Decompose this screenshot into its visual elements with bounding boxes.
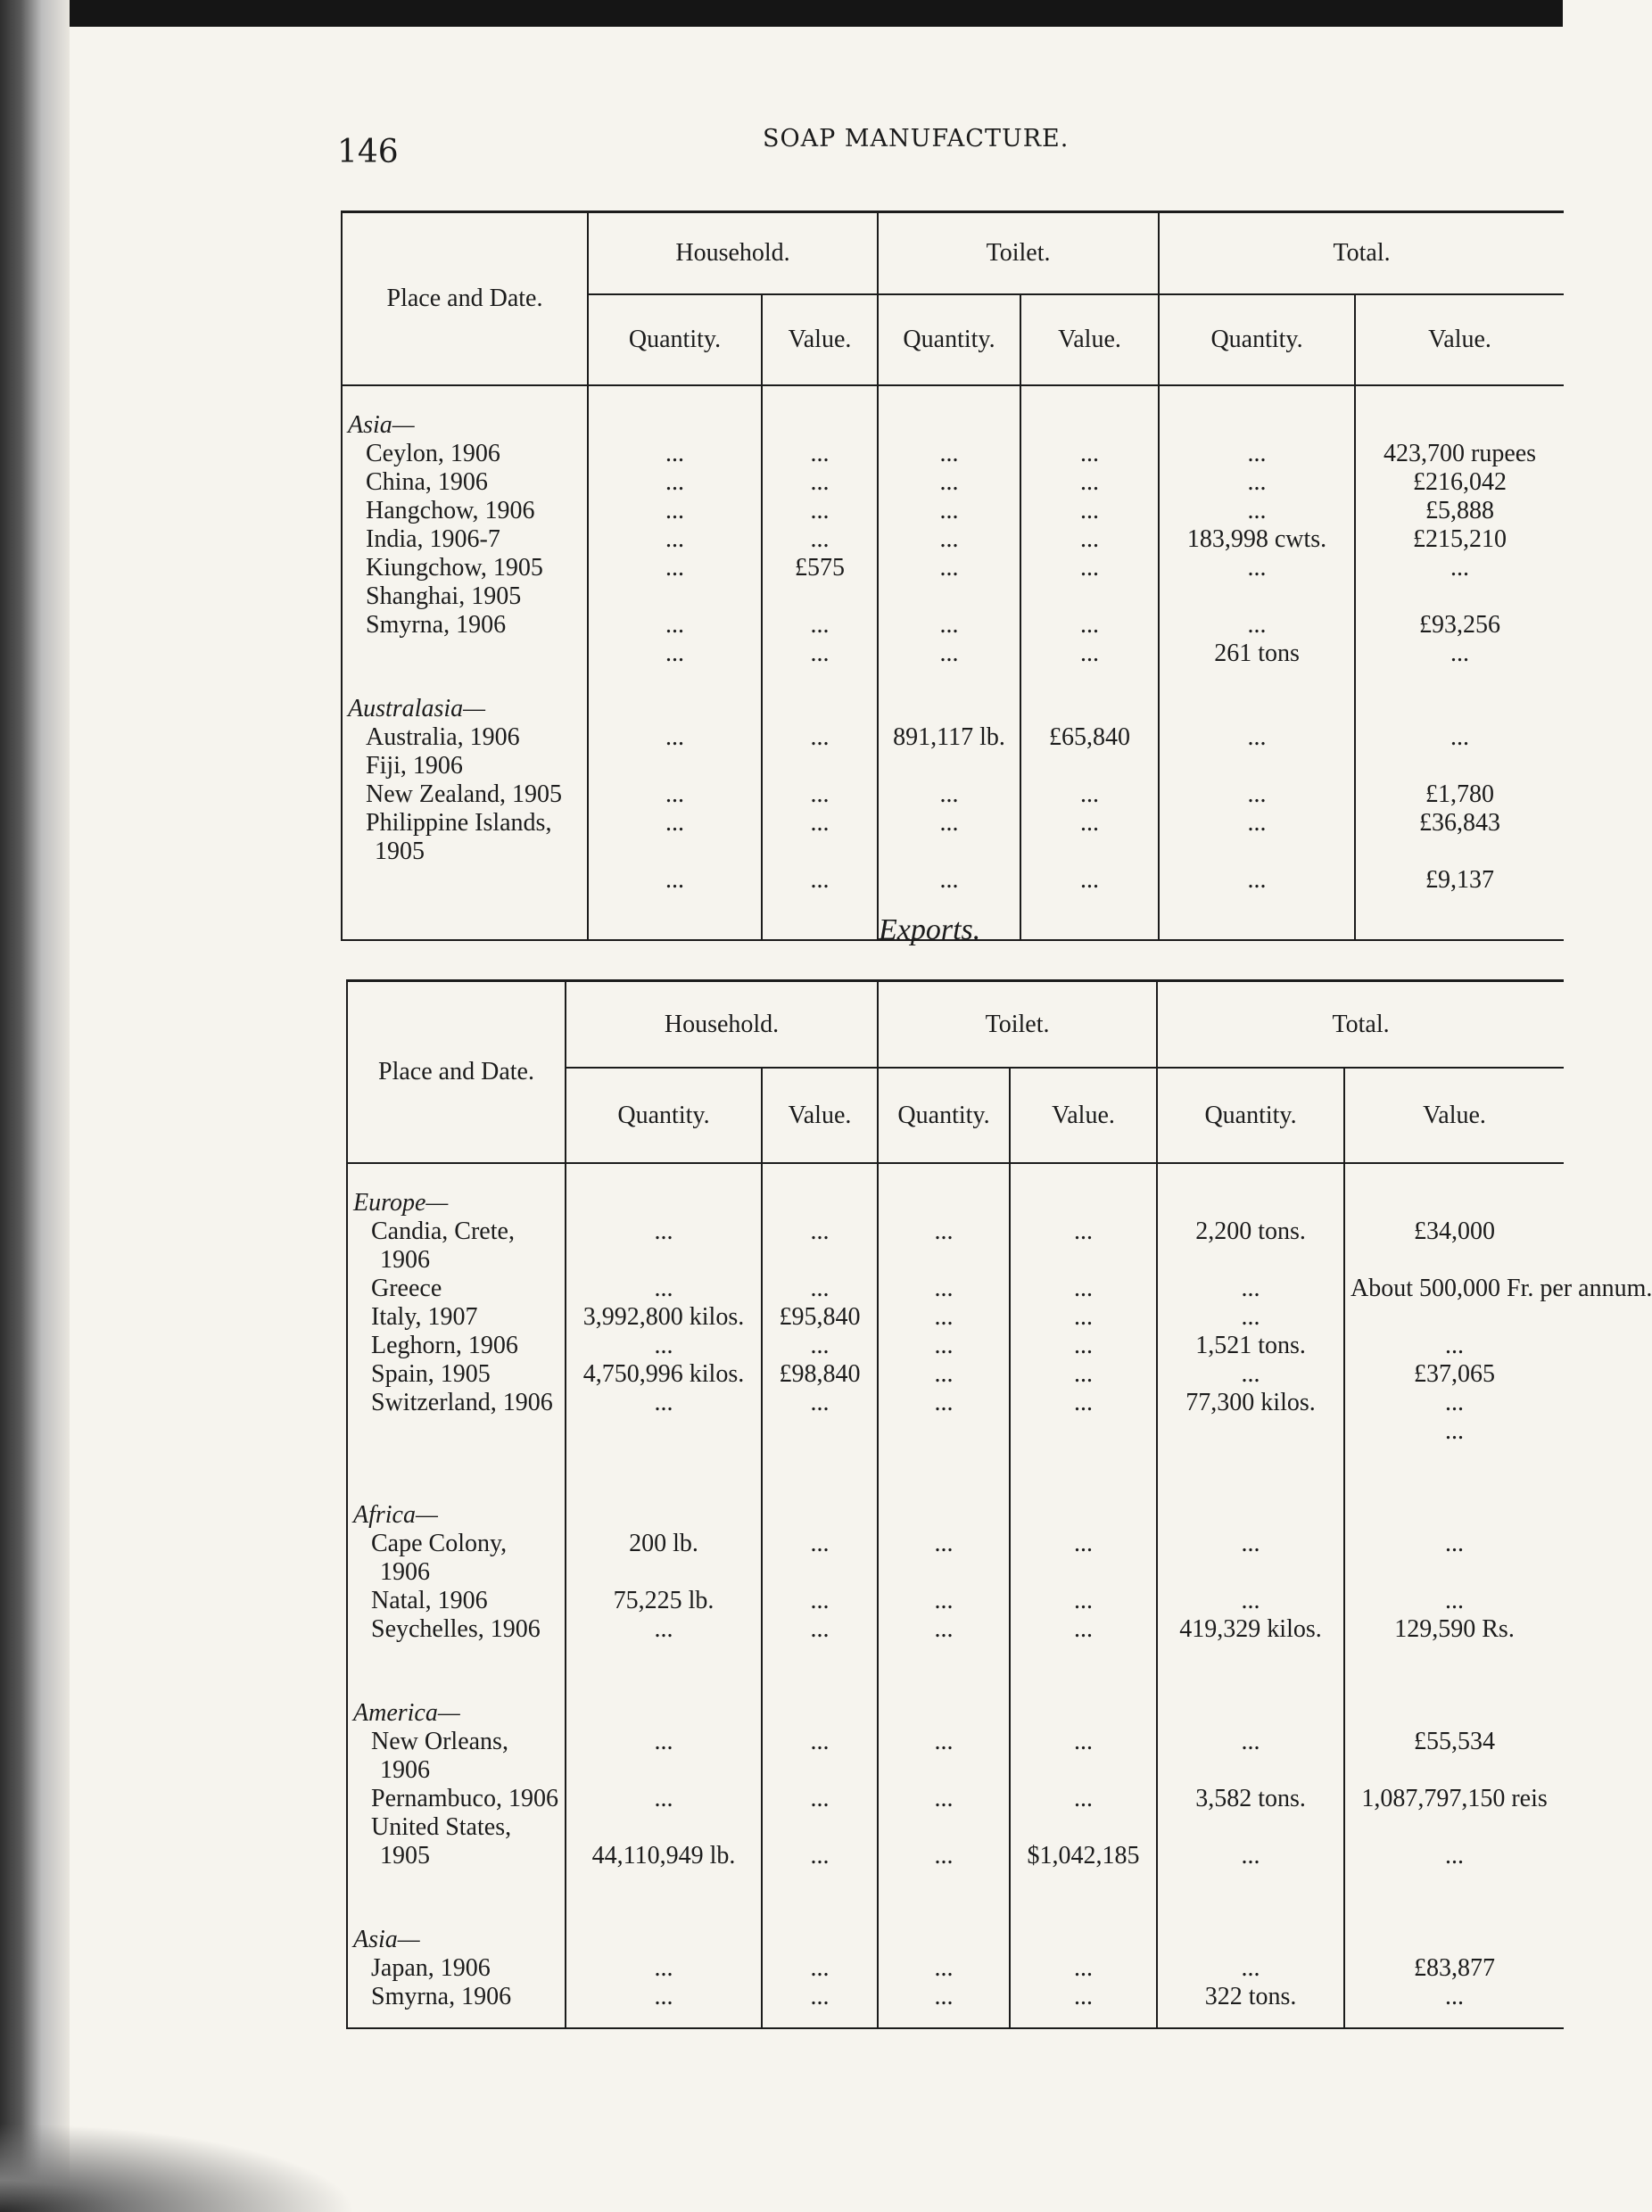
- total-quantity-cell: [1157, 1163, 1344, 1474]
- household-value-cell: [762, 1926, 878, 2028]
- region-label: Australasia—: [348, 695, 486, 722]
- toilet-quantity-cell: [878, 1501, 1010, 1672]
- place-cell: [342, 695, 588, 940]
- toilet-quantity: ...: [934, 1217, 954, 1245]
- total-value: ...: [1450, 723, 1470, 751]
- household-quantity: ...: [665, 611, 684, 639]
- total-value: 423,700 rupees: [1384, 440, 1537, 467]
- total-quantity: 3,582 tons.: [1195, 1785, 1306, 1812]
- total-quantity: 77,300 kilos.: [1185, 1389, 1316, 1416]
- total-value: ...: [1445, 1417, 1465, 1445]
- toilet-quantity: ...: [934, 1954, 954, 1982]
- header-total: Total.: [1159, 212, 1564, 295]
- group-gap: [347, 1672, 1564, 1699]
- toilet-value: £65,840: [1049, 723, 1131, 751]
- toilet-value: ...: [1074, 1275, 1094, 1302]
- page-number: 146: [337, 134, 399, 170]
- household-value: ...: [810, 497, 830, 524]
- toilet-value: ...: [1080, 866, 1100, 894]
- place-cell: [347, 1926, 566, 2028]
- toilet-value: ...: [1080, 640, 1100, 667]
- toilet-quantity: ...: [939, 611, 959, 639]
- place-date: Japan, 1906: [371, 1954, 491, 1982]
- household-quantity: ...: [665, 468, 684, 496]
- region-label: Europe—: [353, 1189, 449, 1217]
- total-value-cell: [1344, 1501, 1564, 1672]
- total-value-cell: [1344, 1699, 1564, 1899]
- place-date: Smyrna, 1906: [371, 1983, 512, 2010]
- place-date: Italy, 1907: [371, 1303, 478, 1331]
- header-total-value: Value.: [1344, 1068, 1564, 1163]
- toilet-value-cell: [1010, 1163, 1157, 1474]
- toilet-value: ...: [1074, 1389, 1094, 1416]
- region-block: [347, 1163, 1564, 1474]
- household-value: ...: [810, 723, 830, 751]
- toilet-value: ...: [1080, 611, 1100, 639]
- household-quantity: 200 lb.: [629, 1530, 698, 1557]
- header-household: Household.: [588, 212, 878, 295]
- header-toilet: Toilet.: [878, 212, 1159, 295]
- total-quantity: ...: [1247, 866, 1267, 894]
- region-block: [347, 1699, 1564, 1899]
- place-date: Greece: [371, 1275, 442, 1302]
- household-value: ...: [810, 1983, 830, 2010]
- toilet-quantity-cell: [878, 1926, 1010, 2028]
- toilet-quantity: ...: [939, 468, 959, 496]
- total-value: £5,888: [1425, 497, 1495, 524]
- toilet-value: ...: [1074, 1615, 1094, 1643]
- toilet-quantity: ...: [934, 1360, 954, 1388]
- household-quantity-cell: [566, 1926, 762, 2028]
- total-quantity: 322 tons.: [1204, 1983, 1297, 2010]
- household-value: £575: [795, 554, 845, 582]
- total-value: ...: [1445, 1983, 1465, 2010]
- place-cell: [342, 385, 588, 668]
- toilet-quantity: ...: [934, 1728, 954, 1755]
- place-date: Leghorn, 1906: [371, 1332, 518, 1359]
- total-value: ...: [1445, 1587, 1465, 1614]
- place-date: Spain, 1905: [371, 1360, 491, 1388]
- household-quantity: 44,110,949 lb.: [591, 1842, 736, 1869]
- household-quantity: ...: [665, 723, 684, 751]
- total-value-cell: [1344, 1163, 1652, 1474]
- place-date: Philippine Islands, 1905: [366, 809, 552, 865]
- toilet-value: $1,042,185: [1027, 1842, 1140, 1869]
- header-toilet-quantity: Quantity.: [878, 294, 1020, 385]
- place-date: China, 1906: [366, 468, 488, 496]
- header-toilet-quantity: Quantity.: [878, 1068, 1010, 1163]
- place-date: Kiungchow, 1905: [366, 554, 543, 582]
- total-value-cell: [1355, 695, 1564, 940]
- toilet-quantity-cell: [878, 695, 1020, 940]
- group-gap: [342, 668, 1564, 695]
- household-value: ...: [810, 1217, 830, 1245]
- total-value: £55,534: [1414, 1728, 1496, 1755]
- place-date: Pernambuco, 1906: [371, 1785, 558, 1812]
- toilet-quantity: ...: [934, 1615, 954, 1643]
- header-total-value: Value.: [1355, 294, 1564, 385]
- household-quantity-cell: [566, 1501, 762, 1672]
- total-quantity: ...: [1241, 1530, 1260, 1557]
- exports-heading: Exports.: [879, 913, 981, 946]
- household-value: ...: [810, 809, 830, 837]
- scan-corner-shadow: [0, 2123, 357, 2212]
- household-value: ...: [810, 780, 830, 808]
- household-quantity: ...: [665, 497, 684, 524]
- place-date: Ceylon, 1906: [366, 440, 500, 467]
- household-value: ...: [810, 611, 830, 639]
- toilet-value: ...: [1080, 497, 1100, 524]
- total-quantity-cell: [1159, 695, 1355, 940]
- total-value: £37,065: [1414, 1360, 1496, 1388]
- total-quantity: 419,329 kilos.: [1179, 1615, 1322, 1643]
- region-label: Africa—: [353, 1501, 438, 1529]
- toilet-quantity: ...: [939, 525, 959, 553]
- header-toilet-value: Value.: [1010, 1068, 1157, 1163]
- imports-body: [342, 385, 1564, 940]
- toilet-value: ...: [1074, 1360, 1094, 1388]
- toilet-quantity: ...: [934, 1275, 954, 1302]
- toilet-value: ...: [1074, 1954, 1094, 1982]
- toilet-quantity: ...: [934, 1983, 954, 2010]
- total-value-cell: [1344, 1926, 1564, 2028]
- toilet-quantity-cell: [878, 1699, 1010, 1899]
- place-date: India, 1906-7: [366, 525, 500, 553]
- household-value: ...: [810, 1842, 830, 1869]
- total-value: £93,256: [1419, 611, 1501, 639]
- household-quantity: ...: [654, 1785, 673, 1812]
- toilet-quantity: ...: [939, 866, 959, 894]
- household-value: ...: [810, 1389, 830, 1416]
- toilet-value-cell: [1010, 1926, 1157, 2028]
- household-value: ...: [810, 440, 830, 467]
- toilet-value-cell: [1020, 385, 1159, 668]
- place-date: Cape Colony, 1906: [371, 1530, 508, 1586]
- household-value: £95,840: [779, 1303, 861, 1331]
- toilet-value: ...: [1074, 1303, 1094, 1331]
- place-date: United States, 1905: [371, 1813, 512, 1869]
- household-quantity: ...: [665, 554, 684, 582]
- header-household: Household.: [566, 981, 878, 1069]
- toilet-quantity: ...: [939, 497, 959, 524]
- header-household-quantity: Quantity.: [566, 1068, 762, 1163]
- place-cell: [347, 1501, 566, 1672]
- total-value: ...: [1445, 1842, 1465, 1869]
- household-value: ...: [810, 468, 830, 496]
- exports-body: [347, 1163, 1652, 2028]
- total-value: 129,590 Rs.: [1394, 1615, 1515, 1643]
- household-quantity-cell: [588, 385, 762, 668]
- total-value: £36,843: [1419, 809, 1501, 837]
- toilet-quantity-cell: [878, 385, 1020, 668]
- toilet-quantity-cell: [878, 1163, 1010, 1474]
- household-quantity: ...: [665, 780, 684, 808]
- household-value: £98,840: [779, 1360, 861, 1388]
- header-toilet: Toilet.: [878, 981, 1157, 1069]
- total-quantity: ...: [1247, 440, 1267, 467]
- total-value: ...: [1450, 554, 1470, 582]
- household-quantity: ...: [665, 640, 684, 667]
- total-value: ...: [1450, 640, 1470, 667]
- group-gap: [347, 1474, 1564, 1501]
- household-value: ...: [810, 1332, 830, 1359]
- household-quantity-cell: [566, 1163, 762, 1474]
- header-household-value: Value.: [762, 1068, 878, 1163]
- total-value: £215,210: [1413, 525, 1507, 553]
- toilet-value: ...: [1074, 1728, 1094, 1755]
- household-value: ...: [810, 1587, 830, 1614]
- total-value: £34,000: [1414, 1217, 1496, 1245]
- scan-top-edge: [0, 0, 1563, 27]
- place-date: New Orleans, 1906: [371, 1728, 508, 1784]
- household-quantity: ...: [654, 1332, 673, 1359]
- toilet-value: ...: [1074, 1785, 1094, 1812]
- household-quantity: 75,225 lb.: [613, 1587, 714, 1614]
- toilet-value: ...: [1080, 809, 1100, 837]
- total-quantity: ...: [1241, 1275, 1260, 1302]
- total-value: 1,087,797,150 reis: [1361, 1785, 1548, 1812]
- toilet-value: ...: [1074, 1530, 1094, 1557]
- toilet-quantity: ...: [939, 809, 959, 837]
- running-head: SOAP MANUFACTURE.: [763, 125, 1070, 153]
- toilet-value: ...: [1074, 1983, 1094, 2010]
- household-value-cell: [762, 1699, 878, 1899]
- toilet-value: ...: [1074, 1217, 1094, 1245]
- imports-table: [341, 210, 1564, 941]
- place-date: Fiji, 1906: [366, 752, 463, 780]
- region-block: [347, 1926, 1564, 2028]
- household-quantity: ...: [654, 1275, 673, 1302]
- toilet-quantity: ...: [939, 640, 959, 667]
- total-value: ...: [1445, 1332, 1465, 1359]
- household-quantity: ...: [665, 866, 684, 894]
- total-quantity: 1,521 tons.: [1195, 1332, 1306, 1359]
- group-gap: [347, 1899, 1564, 1926]
- header-total-quantity: Quantity.: [1157, 1068, 1344, 1163]
- header-household-value: Value.: [762, 294, 878, 385]
- household-value: ...: [810, 1785, 830, 1812]
- household-quantity: ...: [654, 1983, 673, 2010]
- total-quantity-cell: [1157, 1501, 1344, 1672]
- toilet-quantity: ...: [934, 1842, 954, 1869]
- household-value: ...: [810, 1615, 830, 1643]
- place-date: Australia, 1906: [366, 723, 520, 751]
- total-quantity: 2,200 tons.: [1195, 1217, 1306, 1245]
- toilet-quantity: ...: [939, 780, 959, 808]
- place-date: Natal, 1906: [371, 1587, 488, 1614]
- region-block: [342, 385, 1564, 668]
- household-value-cell: [762, 1501, 878, 1672]
- total-quantity: ...: [1241, 1587, 1260, 1614]
- place-date: Switzerland, 1906: [371, 1389, 553, 1416]
- place-cell: [347, 1699, 566, 1899]
- household-value: ...: [810, 1530, 830, 1557]
- header-place-date: Place and Date.: [347, 981, 566, 1164]
- total-quantity: ...: [1247, 554, 1267, 582]
- header-household-quantity: Quantity.: [588, 294, 762, 385]
- total-quantity: ...: [1241, 1360, 1260, 1388]
- place-date: Hangchow, 1906: [366, 497, 535, 524]
- place-date: Shanghai, 1905: [366, 582, 522, 610]
- total-quantity: ...: [1241, 1728, 1260, 1755]
- region-label: Asia—: [353, 1926, 420, 1953]
- place-date: Seychelles, 1906: [371, 1615, 541, 1643]
- total-value: ...: [1445, 1389, 1465, 1416]
- toilet-value-cell: [1010, 1501, 1157, 1672]
- header-total: Total.: [1157, 981, 1564, 1069]
- toilet-value-cell: [1010, 1699, 1157, 1899]
- household-quantity: ...: [654, 1389, 673, 1416]
- toilet-quantity: ...: [934, 1785, 954, 1812]
- place-date: New Zealand, 1905: [366, 780, 563, 808]
- place-cell: [347, 1163, 566, 1474]
- household-value: ...: [810, 1954, 830, 1982]
- household-quantity: 3,992,800 kilos.: [582, 1303, 745, 1331]
- total-quantity: ...: [1247, 809, 1267, 837]
- region-label: Asia—: [348, 411, 415, 439]
- household-quantity-cell: [566, 1699, 762, 1899]
- toilet-quantity: ...: [934, 1303, 954, 1331]
- region-label: America—: [353, 1699, 460, 1727]
- toilet-quantity: ...: [934, 1530, 954, 1557]
- total-value: About 500,000 Fr. per annum.: [1351, 1275, 1652, 1302]
- total-value-cell: [1355, 385, 1564, 668]
- header-toilet-value: Value.: [1020, 294, 1159, 385]
- household-quantity: ...: [665, 809, 684, 837]
- household-value: ...: [810, 1728, 830, 1755]
- total-value: ...: [1445, 1530, 1465, 1557]
- total-quantity-cell: [1157, 1699, 1344, 1899]
- household-value: ...: [810, 1275, 830, 1302]
- total-quantity: ...: [1241, 1954, 1260, 1982]
- total-value: £9,137: [1425, 866, 1495, 894]
- total-value: £216,042: [1413, 468, 1507, 496]
- header-total-quantity: Quantity.: [1159, 294, 1355, 385]
- total-quantity: ...: [1241, 1842, 1260, 1869]
- toilet-quantity: ...: [934, 1389, 954, 1416]
- household-quantity: ...: [665, 525, 684, 553]
- household-quantity: ...: [654, 1728, 673, 1755]
- total-quantity-cell: [1157, 1926, 1344, 2028]
- toilet-value: ...: [1074, 1587, 1094, 1614]
- household-value-cell: [762, 695, 878, 940]
- total-quantity: ...: [1247, 611, 1267, 639]
- household-value-cell: [762, 385, 878, 668]
- total-quantity: 261 tons: [1214, 640, 1300, 667]
- total-quantity: ...: [1247, 723, 1267, 751]
- toilet-value: ...: [1080, 525, 1100, 553]
- exports-table: [346, 979, 1652, 2029]
- household-quantity: ...: [665, 440, 684, 467]
- household-quantity: ...: [654, 1217, 673, 1245]
- household-quantity: 4,750,996 kilos.: [582, 1360, 745, 1388]
- household-quantity: ...: [654, 1954, 673, 1982]
- household-quantity: ...: [654, 1615, 673, 1643]
- toilet-value: ...: [1080, 554, 1100, 582]
- total-quantity: ...: [1247, 468, 1267, 496]
- toilet-quantity: ...: [934, 1332, 954, 1359]
- toilet-quantity: ...: [939, 440, 959, 467]
- household-value: ...: [810, 640, 830, 667]
- total-quantity: ...: [1247, 497, 1267, 524]
- header-place-date: Place and Date.: [342, 212, 588, 386]
- place-date: Smyrna, 1906: [366, 611, 507, 639]
- household-quantity-cell: [588, 695, 762, 940]
- book-spine-shadow: [0, 0, 70, 2212]
- total-quantity: ...: [1247, 780, 1267, 808]
- place-date: Candia, Crete, 1906: [371, 1217, 515, 1274]
- total-quantity-cell: [1159, 385, 1355, 668]
- toilet-quantity: ...: [939, 554, 959, 582]
- toilet-value: ...: [1074, 1332, 1094, 1359]
- toilet-value: ...: [1080, 780, 1100, 808]
- toilet-value: ...: [1080, 468, 1100, 496]
- toilet-value: ...: [1080, 440, 1100, 467]
- household-value: ...: [810, 866, 830, 894]
- total-value: £83,877: [1414, 1954, 1496, 1982]
- toilet-value-cell: [1020, 695, 1159, 940]
- region-block: [347, 1501, 1564, 1672]
- total-quantity: ...: [1241, 1303, 1260, 1331]
- toilet-quantity: 891,117 lb.: [893, 723, 1005, 751]
- household-value: ...: [810, 525, 830, 553]
- household-value-cell: [762, 1163, 878, 1474]
- total-quantity: 183,998 cwts.: [1186, 525, 1327, 553]
- region-block: [342, 695, 1564, 940]
- toilet-quantity: ...: [934, 1587, 954, 1614]
- total-value: £1,780: [1425, 780, 1495, 808]
